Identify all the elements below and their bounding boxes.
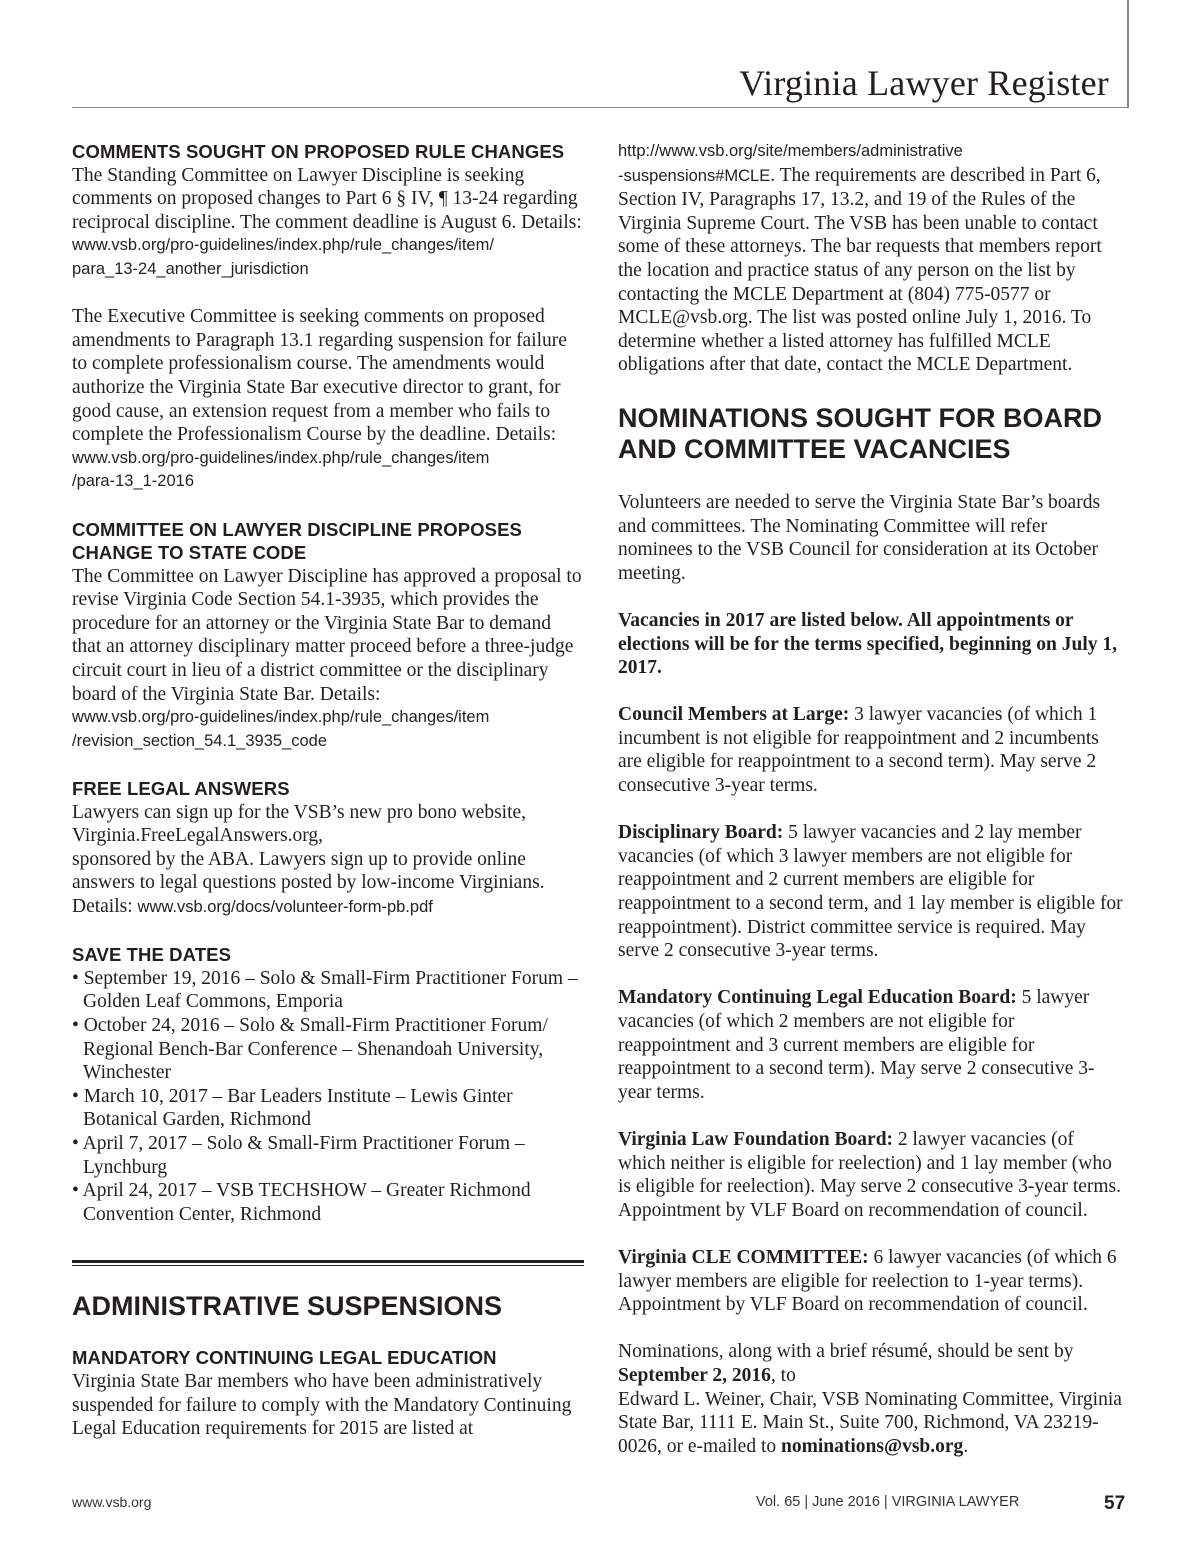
free-legal-details	[72, 895, 584, 920]
section-title-nominations-a: NOMINATIONS SOUGHT FOR BOARD	[618, 402, 1102, 433]
date-item: • March 10, 2017 – Bar Leaders Institute – Lewis Ginter Botanical Garden, Richmond	[72, 1085, 584, 1132]
vacancy-law-foundation	[618, 1128, 1126, 1222]
vacancy-mcle-board-label: Mandatory Continuing Legal Education Board:	[618, 987, 1017, 1009]
section-title-mcle: MANDATORY CONTINUING LEGAL EDUCATION	[72, 1347, 497, 1369]
mcle-paragraph: Virginia State Bar members who have been administratively suspended for failure to comply with the Mandatory Continuing Legal Education requirements for 2015 are listed at	[72, 1370, 572, 1440]
vacancy-mcle-board-text: 5 lawyer vacancies (of which 2 members are not eligible for reappointment and 3 current members are eligible for reappointment to a second term). May serve 2 consecutive 3-year terms.	[618, 987, 1095, 1103]
date-item: • October 24, 2016 – Solo & Small-Firm Practitioner Forum/ Regional Bench-Bar Conference – Shenandoah University, Winchester	[72, 1014, 584, 1085]
right-column	[618, 140, 1126, 1458]
section-title-admin-suspensions: ADMINISTRATIVE SUSPENSIONS	[72, 1291, 503, 1322]
link-rule-change-13-1-a[interactable]: www.vsb.org/pro-guidelines/index.php/rule_changes/item	[72, 448, 490, 467]
section-title-comments: COMMENTS SOUGHT ON PROPOSED RULE CHANGES	[72, 141, 565, 162]
free-legal-details-label: Details:	[72, 896, 133, 917]
running-head: Virginia Lawyer Register	[739, 63, 1109, 103]
left-column	[72, 140, 584, 1441]
date-item: • April 24, 2017 – VSB TECHSHOW – Greater Richmond Convention Center, Richmond	[72, 1179, 584, 1226]
link-rule-change-13-24-a[interactable]: www.vsb.org/pro-guidelines/index.php/rule_changes/item/	[72, 236, 494, 255]
section-title-discipline-a: COMMITTEE ON LAWYER DISCIPLINE PROPOSES	[72, 518, 522, 540]
header-horizontal-rule	[72, 107, 1129, 108]
date-item: • April 7, 2017 – Solo & Small-Firm Practitioner Forum – Lynchburg	[72, 1132, 584, 1179]
section-title-save-dates: SAVE THE DATES	[72, 944, 232, 966]
link-admin-suspensions-b[interactable]: -suspensions#MCLE	[618, 166, 771, 185]
nominations-to: , to	[770, 1364, 796, 1386]
link-volunteer-form[interactable]: www.vsb.org/docs/volunteer-form-pb.pdf	[137, 898, 433, 916]
mcle-continued-text: . The requirements are described in Part 6, Section IV, Paragraphs 17, 13.2, and 19 of the Rules of the Virginia Supreme Court. The VSB has been unable to contact some of these attorneys. The bar requests that members report the location and practice status of any person on the list by contacting the MCLE Department at (804) 775-0577 or MCLE@vsb.org. The list was posted online July 1, 2016. To determine whether a listed attorney has fulfilled MCLE obligations after that date, contact the MCLE Department.	[618, 164, 1102, 376]
vacancy-mcle-board	[618, 986, 1126, 1104]
vacancy-cle-committee-label: Virginia CLE COMMITTEE:	[618, 1246, 869, 1268]
vacancy-cle-committee	[618, 1246, 1126, 1317]
nominations-email-link[interactable]: nominations@vsb.org	[781, 1435, 964, 1457]
vacancy-disciplinary-text: 5 lawyer vacancies and 2 lay member vacancies (of which 3 lawyer members are not eligible for reappointment and 2 current members are eligible for reappointment to a second term, and 1 lay member is eligible for reappointment). District committee service is required. May serve 2 consecutive 3-year terms.	[618, 822, 1123, 962]
vacancies-note: Vacancies in 2017 are listed below. All appointments or elections will be for the terms specified, beginning on July 1, 2017.	[618, 609, 1118, 679]
nominations-text-1: Nominations, along with a brief résumé, should be sent by	[618, 1341, 1074, 1363]
link-rule-change-13-24-b[interactable]: para_13-24_another_jurisdiction	[72, 259, 309, 278]
section-title-free-legal: FREE LEGAL ANSWERS	[72, 778, 290, 800]
comments-paragraph-1: The Standing Committee on Lawyer Discipline is seeking comments on proposed changes to Part 6 § IV, ¶ 13-24 regarding reciprocal discipline. The comment deadline is August 6. Details:	[72, 164, 582, 233]
comments-paragraph-2: The Executive Committee is seeking comments on proposed amendments to Paragraph 13.1 regarding suspension for failure to complete professionalism course. The amendments would authorize the Virginia State Bar executive director to grant, for good cause, an extension request from a member who fails to complete the Professionalism Course by the deadline. Details:	[72, 306, 567, 446]
footer-issue: Vol. 65 | June 2016 | VIRGINIA LAWYER	[756, 1494, 1020, 1510]
vacancy-council-text: 3 lawyer vacancies (of which 1 incumbent is not eligible for reappointment and 2 incumbents are eligible for reappointment to a second term). May serve 2 consecutive 3-year terms.	[618, 704, 1099, 797]
discipline-paragraph: The Committee on Lawyer Discipline has approved a proposal to revise Virginia Code Section 54.1-3935, which provides the procedure for an attorney or the Virginia State Bar to demand that an attorney disciplinary matter proceed before a three-judge circuit court in lieu of a district committee or the disciplinary board of the Virginia State Bar. Details:	[72, 565, 582, 705]
vacancy-law-foundation-text: 2 lawyer vacancies (of which neither is eligible for reelection) and 1 lay member (who is eligible for reelection). May serve 2 consecutive 3-year terms. Appointment by VLF Board on recommendation of council.	[618, 1128, 1122, 1221]
section-title-nominations-b: AND COMMITTEE VACANCIES	[618, 433, 1011, 464]
free-legal-line-2: Virginia.FreeLegalAnswers.org,	[72, 825, 324, 847]
nominations-instructions	[618, 1340, 1126, 1458]
dates-list	[72, 967, 584, 1227]
section-title-discipline-b: CHANGE TO STATE CODE	[72, 542, 307, 564]
link-rule-change-13-1-b[interactable]: /para-13_1-2016	[72, 472, 195, 491]
free-legal-line-1: Lawyers can sign up for the VSB’s new pro bono website,	[72, 801, 527, 823]
page-number: 57	[1104, 1493, 1126, 1514]
vacancy-council	[618, 703, 1126, 797]
vacancy-cle-committee-text: 6 lawyer vacancies (of which 6 lawyer members are eligible for reelection to 1-year terms). Appointment by VLF Board on recommendation of council.	[618, 1246, 1117, 1316]
link-admin-suspensions-a[interactable]: http://www.vsb.org/site/members/administrative	[618, 142, 963, 160]
link-revision-54-1-a[interactable]: www.vsb.org/pro-guidelines/index.php/rule_changes/item	[72, 708, 490, 727]
date-item: • September 19, 2016 – Solo & Small-Firm Practitioner Forum – Golden Leaf Commons, Emporia	[72, 967, 584, 1014]
nominations-text-2: Edward L. Weiner, Chair, VSB Nominating Committee, Virginia State Bar, 1111 E. Main St., Suite 700, Richmond, VA 23219-0026, or e-mailed to	[618, 1388, 1122, 1457]
nominations-deadline: September 2, 2016	[618, 1364, 771, 1386]
link-revision-54-1-b[interactable]: /revision_section_54.1_3935_code	[72, 731, 328, 750]
vacancy-disciplinary	[618, 821, 1126, 963]
nominations-end: .	[963, 1435, 969, 1457]
vacancy-disciplinary-label: Disciplinary Board:	[618, 822, 784, 844]
header-vertical-rule	[1127, 0, 1129, 108]
vacancy-council-label: Council Members at Large:	[618, 704, 850, 726]
free-legal-paragraph: sponsored by the ABA. Lawyers sign up to provide online answers to legal questions posted by low-income Virginians.	[72, 848, 545, 894]
vacancy-law-foundation-label: Virginia Law Foundation Board:	[618, 1128, 894, 1150]
footer-website[interactable]: www.vsb.org	[72, 1494, 152, 1510]
nominations-intro: Volunteers are needed to serve the Virginia State Bar’s boards and committees. The Nominating Committee will refer nominees to the VSB Council for consideration at its October meeting.	[618, 491, 1101, 584]
mcle-continued-paragraph	[618, 164, 1126, 377]
